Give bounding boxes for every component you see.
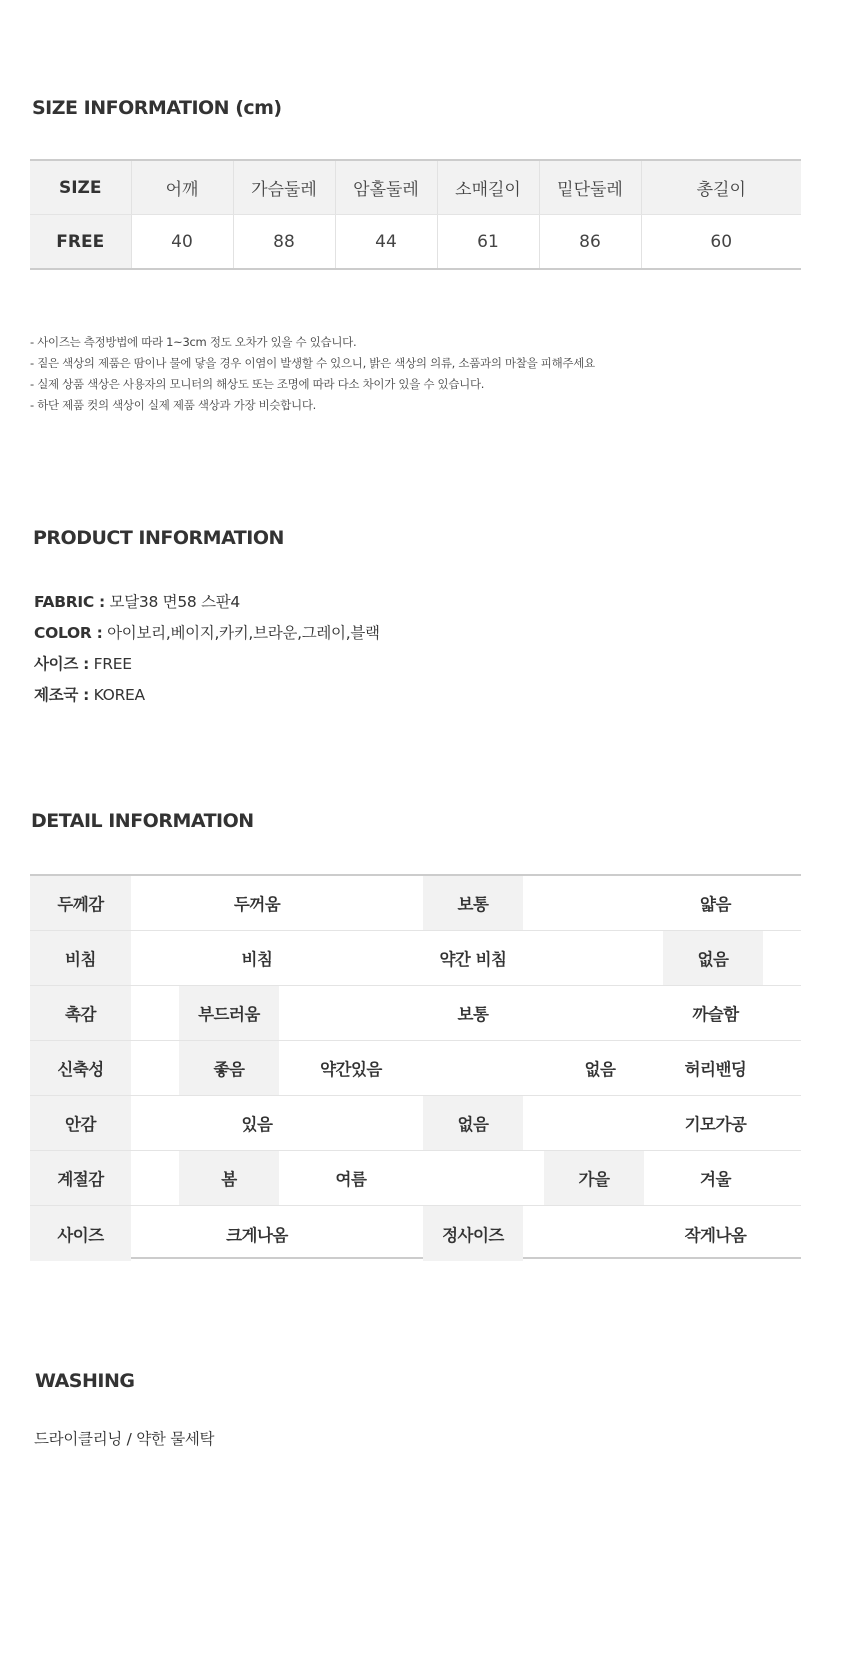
product-info-value: KOREA bbox=[93, 686, 145, 704]
product-info-key: 사이즈 : bbox=[34, 655, 90, 673]
note-item: - 사이즈는 측정방법에 따라 1~3cm 정도 오차가 있을 수 있습니다. bbox=[30, 335, 357, 349]
product-info-origin bbox=[34, 680, 380, 711]
product-info-key: 제조국 : bbox=[34, 686, 90, 704]
product-info-key: FABRIC : bbox=[34, 593, 105, 611]
detail-option: 까슬함 bbox=[692, 1005, 739, 1024]
size-notes bbox=[30, 332, 595, 416]
chest-col-header: 가슴둘레 bbox=[233, 160, 335, 215]
table-cell: 44 bbox=[335, 215, 437, 270]
product-info-value: FREE bbox=[93, 655, 132, 673]
detail-option-selected: 보통 bbox=[423, 876, 523, 930]
table-cell: 60 bbox=[710, 231, 733, 252]
detail-row-thickness bbox=[30, 876, 801, 931]
detail-option-selected: 부드러움 bbox=[179, 986, 279, 1040]
table-row bbox=[30, 215, 801, 270]
detail-option: 기모가공 bbox=[684, 1115, 747, 1134]
size-row-label: FREE bbox=[30, 215, 131, 270]
detail-option: 보통 bbox=[457, 1005, 489, 1024]
detail-option: 허리밴딩 bbox=[684, 1060, 747, 1079]
table-cell: 40 bbox=[131, 215, 233, 270]
detail-information-title: DETAIL INFORMATION bbox=[31, 810, 254, 832]
detail-row-season bbox=[30, 1151, 801, 1206]
detail-option: 있음 bbox=[241, 1115, 273, 1134]
armhole-col-header: 암홀둘레 bbox=[335, 160, 437, 215]
detail-option: 겨울 bbox=[700, 1170, 731, 1189]
table-cell: 61 bbox=[437, 215, 539, 270]
detail-option: 약간 비침 bbox=[439, 950, 507, 969]
shoulder-col-header: 어깨 bbox=[131, 160, 233, 215]
detail-option: 얇음 bbox=[700, 895, 731, 914]
size-information-title: SIZE INFORMATION (cm) bbox=[32, 97, 282, 119]
table-cell: 88 bbox=[233, 215, 335, 270]
detail-option: 비침 bbox=[241, 950, 273, 969]
note-item: - 짙은 색상의 제품은 땀이나 물에 닿을 경우 이염이 발생할 수 있으니, 밝은 색상의 의류, 소품과의 마찰을 피해주세요 bbox=[30, 356, 595, 370]
size-col-header: SIZE bbox=[30, 160, 131, 215]
note-item: - 하단 제품 컷의 색상이 실제 제품 색상과 가장 비슷합니다. bbox=[30, 398, 317, 412]
product-info-color bbox=[34, 618, 380, 649]
detail-row-label: 사이즈 bbox=[30, 1206, 131, 1261]
detail-row-lining bbox=[30, 1096, 801, 1151]
product-info-list bbox=[34, 587, 380, 711]
detail-row-label: 안감 bbox=[30, 1096, 131, 1150]
length-col-header: 총길이 bbox=[641, 160, 801, 215]
detail-option-selected: 가을 bbox=[544, 1151, 644, 1205]
detail-option: 없음 bbox=[584, 1060, 616, 1079]
note-item: - 실제 상품 색상은 사용자의 모니터의 해상도 또는 조명에 따라 다소 차이가 있을 수 있습니다. bbox=[30, 377, 485, 391]
product-info-value: 아이보리,베이지,카키,브라운,그레이,블랙 bbox=[107, 624, 380, 642]
product-information-title: PRODUCT INFORMATION bbox=[33, 527, 284, 549]
sleeve-col-header: 소매길이 bbox=[437, 160, 539, 215]
detail-option: 작게나옴 bbox=[684, 1225, 747, 1245]
product-info-fabric bbox=[34, 587, 380, 618]
washing-instructions: 드라이클리닝 / 약한 물세탁 bbox=[34, 1430, 215, 1448]
product-info-value: 모달38 면58 스판4 bbox=[109, 593, 240, 611]
detail-row-stretch bbox=[30, 1041, 801, 1096]
table-cell: 86 bbox=[539, 215, 641, 270]
detail-option-selected: 정사이즈 bbox=[423, 1206, 523, 1261]
detail-option: 여름 bbox=[335, 1170, 367, 1189]
detail-row-label: 두께감 bbox=[30, 876, 131, 930]
size-table bbox=[30, 159, 801, 270]
product-info-key: COLOR : bbox=[34, 624, 103, 642]
detail-row-sheerness bbox=[30, 931, 801, 986]
detail-row-fit bbox=[30, 1206, 801, 1261]
detail-row-texture bbox=[30, 986, 801, 1041]
detail-option-selected: 좋음 bbox=[179, 1041, 279, 1095]
detail-option: 약간있음 bbox=[320, 1060, 382, 1079]
detail-option: 크게나옴 bbox=[226, 1225, 288, 1245]
detail-table bbox=[30, 874, 801, 1259]
washing-title: WASHING bbox=[35, 1370, 135, 1392]
detail-option: 두꺼움 bbox=[233, 895, 281, 914]
hem-col-header: 밑단둘레 bbox=[539, 160, 641, 215]
detail-row-label: 계절감 bbox=[30, 1151, 131, 1205]
detail-row-label: 촉감 bbox=[30, 986, 131, 1040]
product-info-size bbox=[34, 649, 380, 680]
detail-option-selected: 봄 bbox=[179, 1151, 279, 1205]
size-table-header bbox=[30, 160, 801, 215]
detail-option-selected: 없음 bbox=[663, 931, 763, 985]
detail-row-label: 신축성 bbox=[30, 1041, 131, 1095]
detail-row-label: 비침 bbox=[30, 931, 131, 985]
detail-option-selected: 없음 bbox=[423, 1096, 523, 1150]
